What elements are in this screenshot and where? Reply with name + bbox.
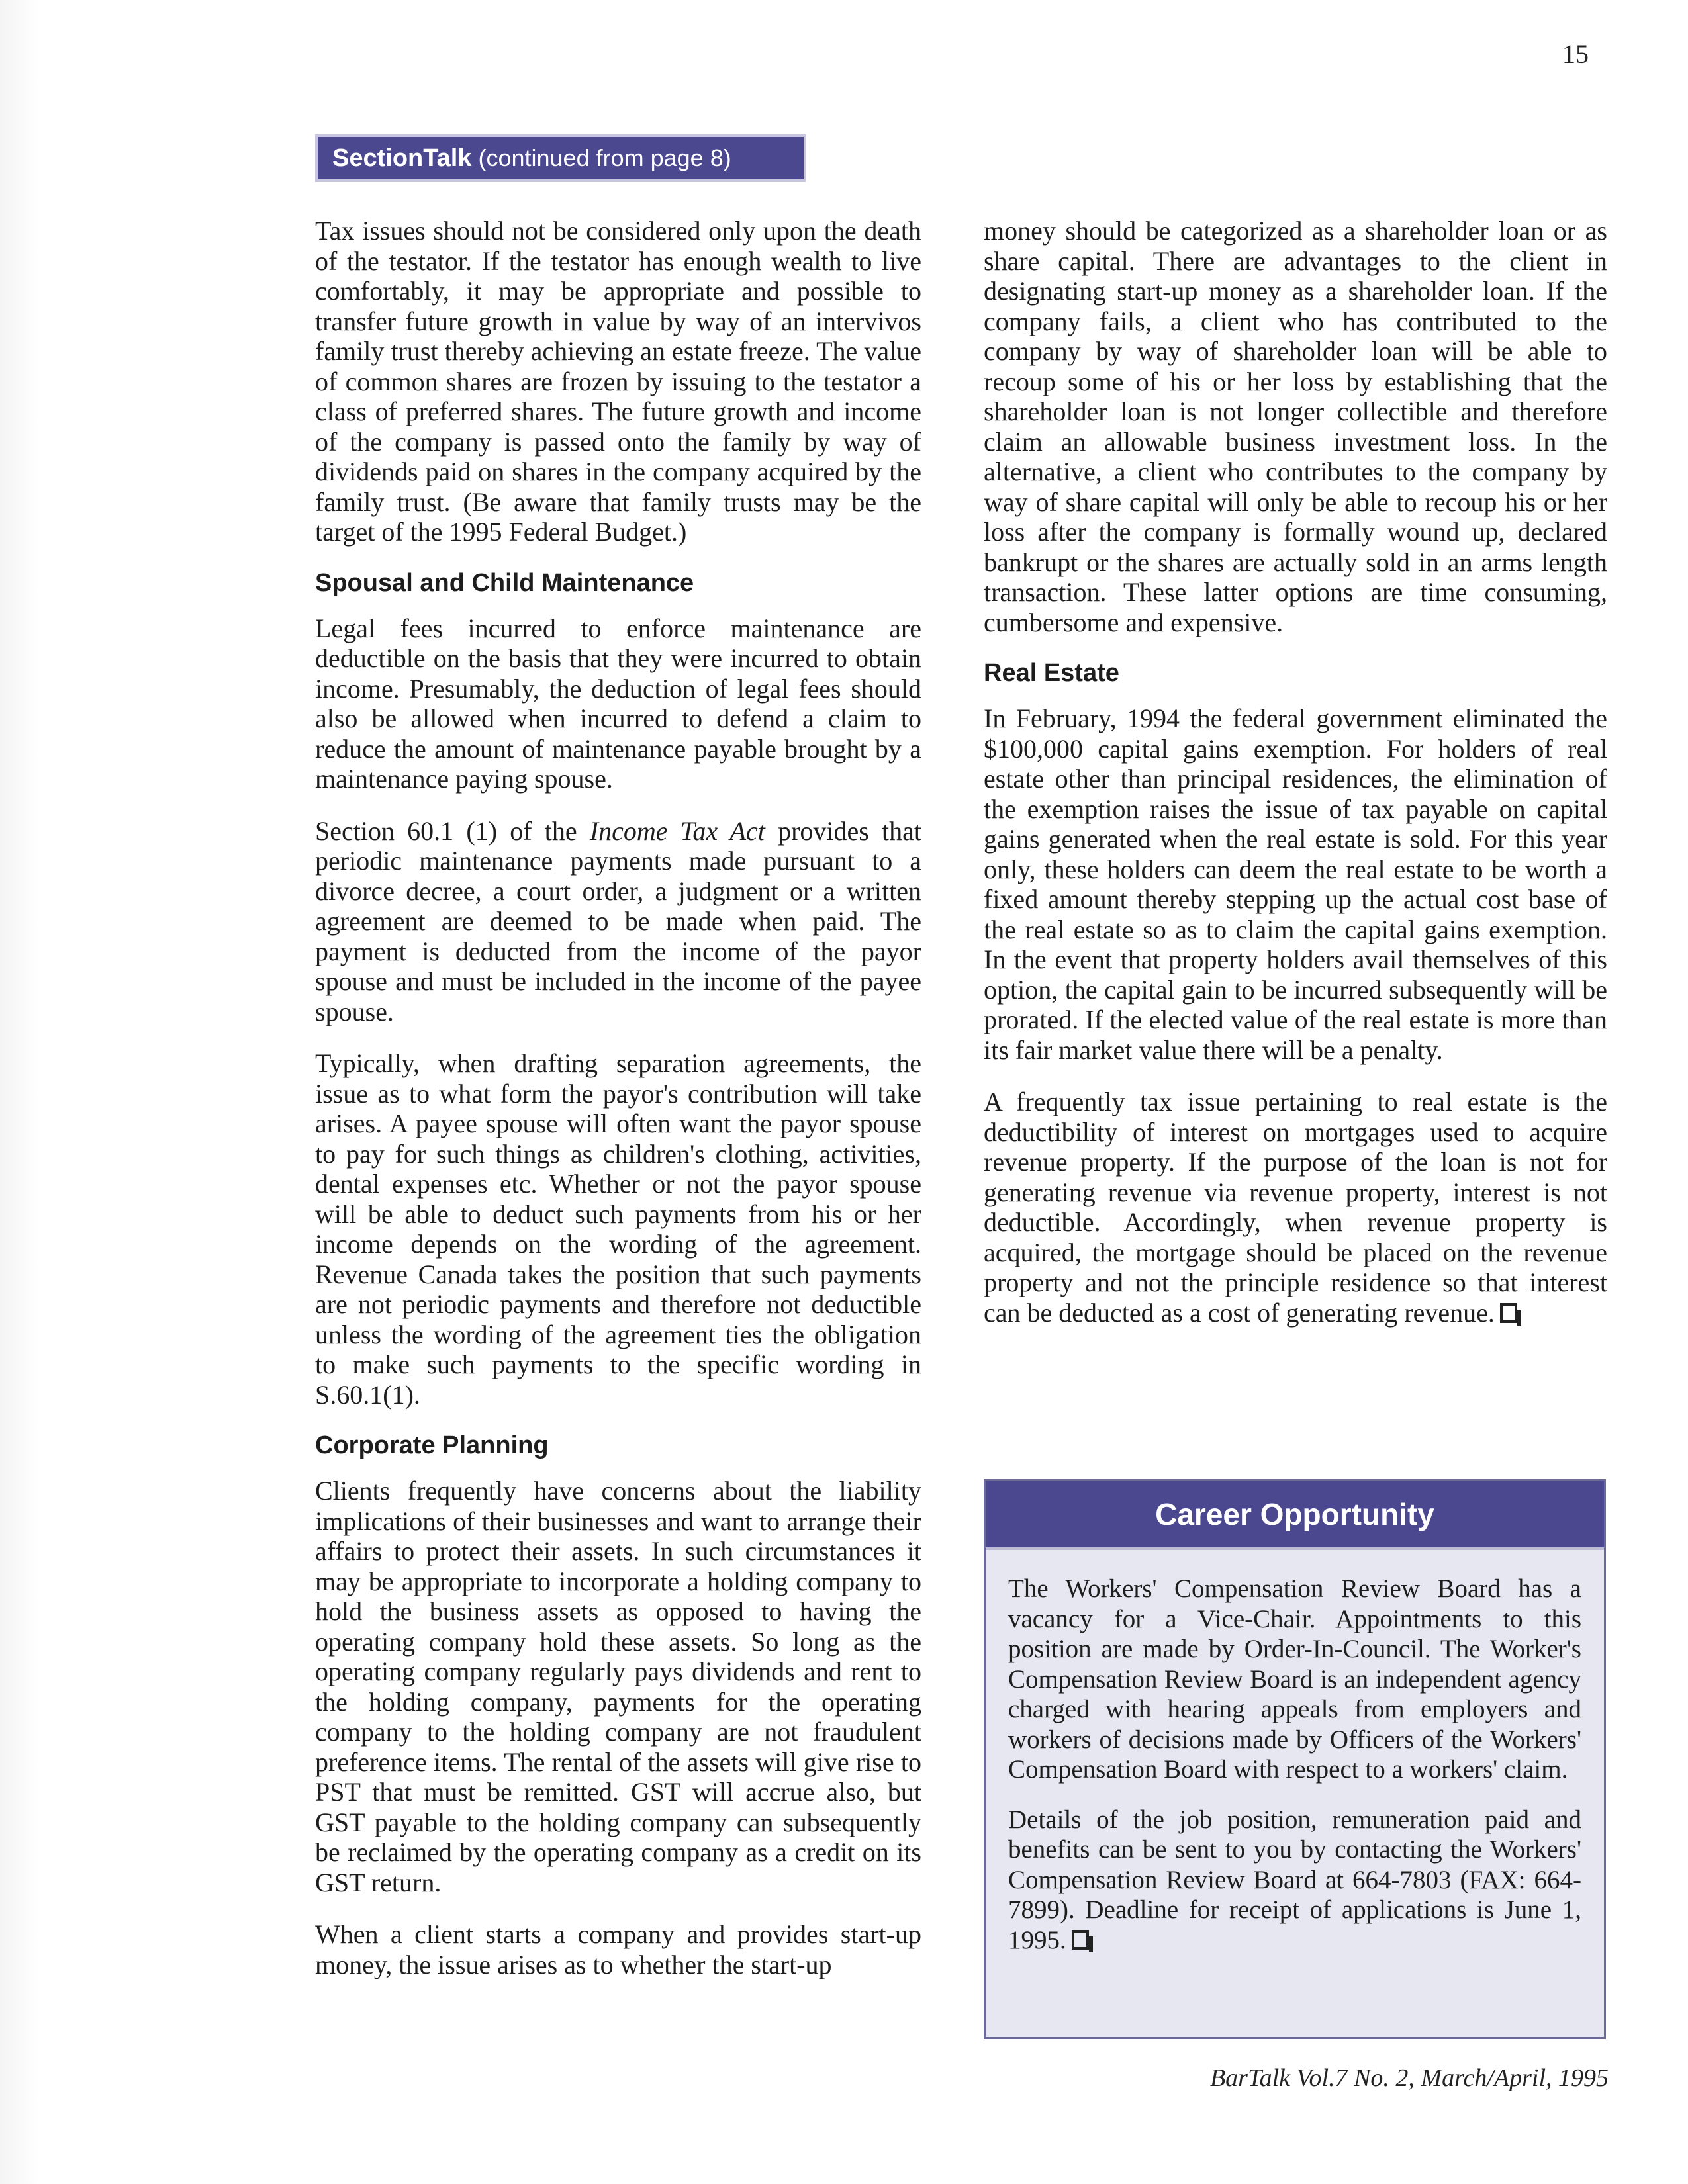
section-banner-subtitle: (continued from page 8) <box>478 144 731 171</box>
paragraph-capital-gains: In February, 1994 the federal government eliminated the $100,000 capital gains exemption. For holders of real estate other than principal residences, the elimination of the exemption raises the issue of tax payable on capital gains generated when the real estate is sold. For this year only, these holders can deem the real estate to be worth a fixed amount thereby stepping up the actual cost base of the real estate so as to claim the capital gains exemption. In the event that property holders avail themselves of this option, the capital gain to be incurred subsequently will be prorated. If the elected value of the real estate is more than its fair market value there will be a penalty. <box>984 704 1607 1065</box>
heading-spousal-maintenance: Spousal and Child Maintenance <box>315 569 694 597</box>
left-column <box>315 216 921 2001</box>
section-banner-title: SectionTalk <box>332 144 472 172</box>
end-of-article-icon <box>1500 1303 1517 1323</box>
career-opportunity-body <box>986 1550 1604 1955</box>
paragraph-section-60-1 <box>315 816 921 1027</box>
paragraph-holding-company: Clients frequently have concerns about the liability implications of their businesses and want to arrange their affairs to protect their assets. In such circumstances it may be appropriate to incorporate a holding company to hold the business assets as opposed to having the operating company hold these assets. So long as the operating company regularly pays dividends and rent to the holding company, payments for the operating company to the holding company are not fraudulent preference items. The rental of the assets will give rise to PST that must be remitted. GST will accrue also, but GST payable to the holding company can subsequently be reclaimed by the operating company as a credit on its GST return. <box>315 1476 921 1897</box>
heading-corporate-planning: Corporate Planning <box>315 1432 549 1459</box>
career-paragraph-contact <box>1008 1805 1581 1956</box>
paragraph-start-up-money: When a client starts a company and provides start-up money, the issue arises as to whether the start-up <box>315 1919 921 1979</box>
career-contact-text: Details of the job position, remuneration paid and benefits can be sent to you by contacting the Workers' Compensation Review Board at 664-7803 (FAX: 664-7899). Deadline for receipt of applications is June 1, 1995. <box>1008 1805 1581 1954</box>
end-of-box-icon <box>1072 1930 1089 1950</box>
mortgage-interest-text: A frequently tax issue pertaining to real estate is the deductibility of interest on mortgages used to acquire revenue property. If the purpose of the loan is not for generating revenue via revenue property, interest is not deductible. Accordingly, when revenue property is acquired, the mortgage should be placed on the revenue property and not the principle residence so that interest can be deducted as a cost of generating revenue. <box>984 1087 1607 1328</box>
career-opportunity-box <box>984 1479 1606 2039</box>
right-column <box>984 216 1607 1349</box>
career-opportunity-title: Career Opportunity <box>986 1481 1604 1550</box>
paragraph-legal-fees: Legal fees incurred to enforce maintenance are deductible on the basis that they were incurred to obtain income. Presumably, the deduction of legal fees should also be allowed when incurred to defend a claim to reduce the amount of maintenance payable brought by a maintenance paying spouse. <box>315 613 921 794</box>
income-tax-act-title: Income Tax Act <box>589 815 765 846</box>
section-60-1-text-b: provides that periodic maintenance payments made pursuant to a divorce decree, a court order, a judgment or a written agreement are deemed to be made when paid. The payment is deducted from the income of the payor spouse and must be included in the income of the payee spouse. <box>315 815 921 1026</box>
paragraph-shareholder-loan: money should be categorized as a shareholder loan or as share capital. There are advantages to the client in designating start-up money as a shareholder loan. If the company fails, a client who has contributed to the company by way of shareholder loan will be able to recoup some of his or her loss by establishing that the shareholder loan is not longer collectible and therefore claim an allowable business investment loss. In the alternative, a client who contributes to the company by way of share capital will only be able to recoup his or her loss after the company is formally wound up, declared bankrupt or the shares are actually sold in an arms length transaction. These latter options are time consuming, cumbersome and expensive. <box>984 216 1607 637</box>
section-banner <box>315 134 806 182</box>
paragraph-separation-agreements: Typically, when drafting separation agreements, the issue as to what form the payor's contribution will take arises. A payee spouse will often want the payor spouse to pay for such things as children's clothing, activities, dental expenses etc. Whether or not the payor spouse will be able to deduct such payments from his or her income depends on the wording of the agreement. Revenue Canada takes the position that such payments are not periodic payments and therefore not deductible unless the wording of the agreement ties the obligation to make such payments to the specific wording in S.60.1(1). <box>315 1048 921 1410</box>
section-60-1-text-a: Section 60.1 (1) of the <box>315 815 590 846</box>
footer-publication-info: BarTalk Vol.7 No. 2, March/April, 1995 <box>1209 2064 1609 2092</box>
paragraph-mortgage-interest <box>984 1087 1607 1328</box>
career-paragraph-vacancy: The Workers' Compensation Review Board has a vacancy for a Vice-Chair. Appointments to this position are made by Order-In-Council. The Worker's Compensation Review Board is an independent agency charged with hearing appeals from employers and workers of decisions made by Officers of the Workers' Compensation Board with respect to a workers' claim. <box>1008 1574 1581 1784</box>
paragraph-estate-freeze: Tax issues should not be considered only upon the death of the testator. If the testator has enough wealth to live comfortably, it may be appropriate and possible to transfer future growth in value by way of an intervivos family trust thereby achieving an estate freeze. The value of common shares are frozen by issuing to the testator a class of preferred shares. The future growth and income of the company is passed onto the family by way of dividends paid on shares in the company acquired by the family trust. (Be aware that family trusts may be the target of the 1995 Federal Budget.) <box>315 216 921 547</box>
page-number: 15 <box>1562 39 1589 69</box>
heading-real-estate: Real Estate <box>984 659 1119 687</box>
page-edge <box>0 0 40 2184</box>
